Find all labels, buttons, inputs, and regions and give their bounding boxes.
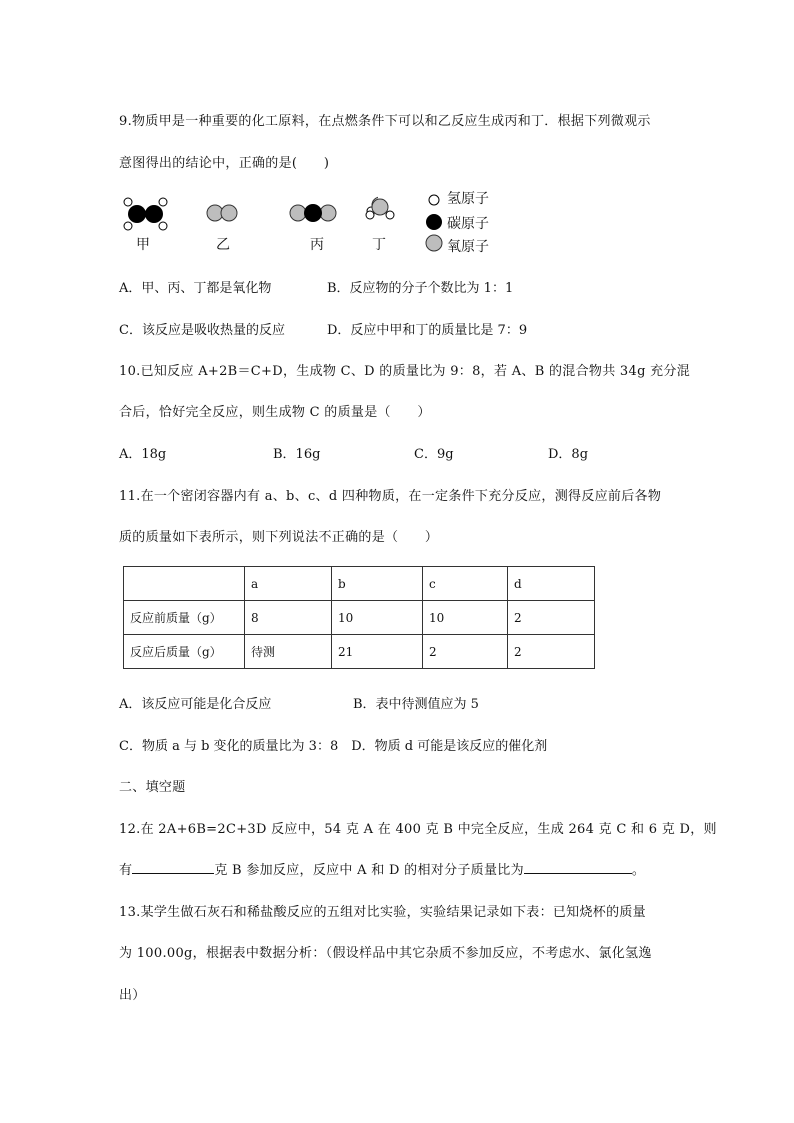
label-jia: 甲 [136,237,150,253]
table-header-cell: a [245,567,332,601]
label-yi: 乙 [216,237,230,253]
q11-stem-line2: 质的质量如下表所示，则下列说法不正确的是（ ） [119,530,439,545]
label-ding: 丁 [372,237,386,253]
table-row [124,601,595,635]
q10-option-a: A．18g [119,447,167,462]
table-cell: 2 [508,635,595,669]
table-cell: 2 [508,601,595,635]
legend-hydrogen-icon [427,193,441,207]
molecule-ding-svg [360,195,400,225]
q12-stem-line2 [119,859,645,878]
mass-table [123,566,595,669]
table-header-cell: c [423,567,508,601]
q11-option-cd: C．物质 a 与 b 变化的质量比为 3：8 D．物质 d 可能是该反应的催化剂 [119,739,548,754]
q13-stem-line3: 出） [119,988,146,1003]
q12-text-c: 。 [631,863,646,878]
table-cell: 21 [332,635,423,669]
q9-option-c: C．该反应是吸收热量的反应 [119,323,285,338]
label-bing: 丙 [310,237,324,253]
q12-text-a: 有 [119,863,133,878]
table-header-cell: d [508,567,595,601]
table-cell: 待测 [245,635,332,669]
q11-stem-line1: 11.在一个密闭容器内有 a、b、c、d 四种物质，在一定条件下充分反应，测得反应前后各物 [119,489,662,504]
q12-blank-2[interactable] [524,861,632,874]
q13-stem-line2: 为 100.00g，根据表中数据分析：（假设样品中其它杂质不参加反应，不考虑水、氯化氢逸 [119,946,652,961]
molecule-yi [207,205,237,221]
q11-option-a: A．该反应可能是化合反应 [119,697,272,712]
q10-option-b: B．16g [273,447,321,462]
table-cell: 8 [245,601,332,635]
table-cell: 反应前质量（g） [124,601,245,635]
molecule-diagram [118,190,378,240]
table-row [124,635,595,669]
molecule-bing [290,204,336,222]
legend-hydrogen-label: 氢原子 [447,191,489,207]
legend-carbon-label: 碳原子 [447,216,489,232]
q11-option-b: B．表中待测值应为 5 [353,697,479,712]
q10-option-c: C．9g [414,447,454,462]
table-cell: 10 [332,601,423,635]
q9-option-d: D．反应中甲和丁的质量比是 7：9 [327,323,528,338]
q10-stem-line1: 10.已知反应 A+2B＝C+D，生成物 C、D 的质量比为 9：8，若 A、B 的混合物共 34g 充分混 [119,364,691,379]
q12-text-b: 克 B 参加反应，反应中 A 和 D 的相对分子质量比为 [214,863,524,878]
legend-oxygen-label: 氧原子 [447,239,489,255]
legend-carbon-icon [424,212,444,232]
table-cell: 反应后质量（g） [124,635,245,669]
table-cell: 2 [423,635,508,669]
q12-stem-line1: 12.在 2A+6B=2C+3D 反应中，54 克 A 在 400 克 B 中完全反应，生成 264 克 C 和 6 克 D，则 [119,822,717,837]
table-header-cell: b [332,567,423,601]
legend-oxygen-icon [424,233,444,253]
q9-stem-line2: 意图得出的结论中，正确的是( ) [119,156,330,171]
molecule-jia [124,198,167,230]
table-cell: 10 [423,601,508,635]
table-header-row [124,567,595,601]
q12-blank-1[interactable] [132,861,214,874]
q9-stem-line1: 9.物质甲是一种重要的化工原料，在点燃条件下可以和乙反应生成丙和丁．根据下列微观示 [119,114,651,129]
table-header-cell [124,567,245,601]
q9-option-a: A．甲、丙、丁都是氧化物 [119,281,272,296]
section-heading: 二、填空题 [119,780,186,795]
q10-stem-line2: 合后，恰好完全反应，则生成物 C 的质量是（ ） [119,405,431,420]
q13-stem-line1: 13.某学生做石灰石和稀盐酸反应的五组对比实验，实验结果记录如下表：已知烧杯的质量 [119,905,646,920]
q9-option-b: B．反应物的分子个数比为 1：1 [327,281,514,296]
q10-option-d: D．8g [548,447,589,462]
